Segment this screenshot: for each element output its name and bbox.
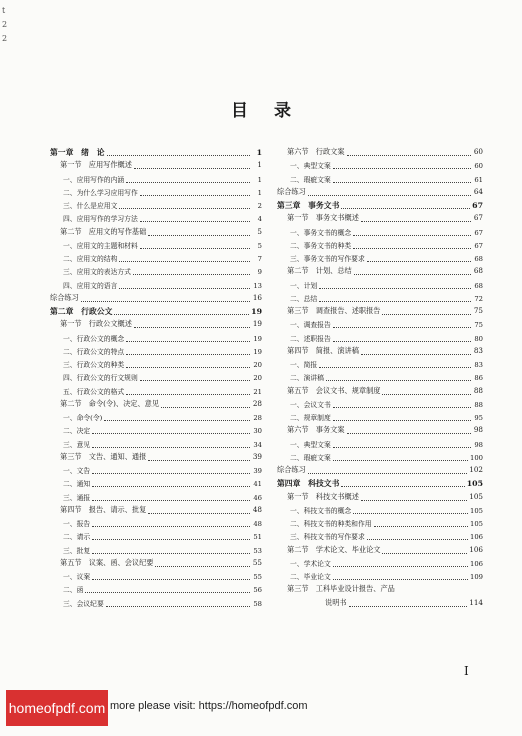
toc-item[interactable]	[50, 200, 262, 213]
toc-entry-title: 一、典型文案	[290, 162, 331, 171]
toc-page-number: 68	[474, 255, 483, 263]
toc-item[interactable]	[50, 174, 262, 187]
toc-page-number: 83	[474, 361, 483, 369]
toc-entry-title: 综合练习	[277, 186, 306, 196]
toc-page-number: 46	[253, 493, 262, 502]
toc-entry-title: 二、行政公文的特点	[63, 347, 125, 356]
toc-chapter[interactable]	[50, 306, 262, 319]
toc-section[interactable]	[50, 505, 262, 518]
toc-item[interactable]	[50, 439, 262, 452]
toc-page-number: 39	[252, 451, 262, 461]
toc-page-number: 20	[253, 374, 262, 383]
toc-page-number: 67	[472, 201, 483, 210]
toc-page-number: 109	[470, 573, 483, 581]
dot-leader	[353, 509, 468, 514]
toc-item[interactable]	[50, 425, 262, 438]
toc-right-column	[277, 147, 483, 611]
dot-leader	[148, 509, 250, 514]
dot-leader	[134, 323, 250, 328]
toc-entry-title: 第四节 报告、请示、批复	[60, 504, 147, 514]
dot-leader	[353, 231, 471, 236]
toc-section[interactable]	[277, 492, 483, 505]
toc-page-number: 80	[474, 334, 483, 343]
toc-page-number: 30	[253, 427, 262, 436]
toc-left-column	[50, 147, 262, 611]
toc-item[interactable]	[277, 333, 483, 346]
title-char: 录	[274, 101, 291, 121]
dot-leader	[382, 549, 467, 554]
toc-exercises[interactable]	[50, 293, 262, 306]
dot-leader	[119, 204, 250, 209]
dot-leader	[333, 443, 471, 448]
dot-leader	[333, 164, 471, 169]
toc-entry-title: 一、文告	[63, 467, 91, 475]
toc-section[interactable]	[50, 319, 262, 332]
toc-page-number: 1	[257, 160, 262, 170]
dot-leader	[92, 429, 250, 434]
toc-entry-title: 一、简报	[290, 361, 318, 369]
toc-entry-title: 一、学术论文	[290, 559, 331, 568]
dot-leader	[119, 257, 250, 262]
toc-item[interactable]	[50, 518, 262, 531]
toc-entry-title: 综合练习	[50, 292, 79, 302]
toc-item[interactable]	[50, 372, 262, 385]
toc-page-number: 7	[257, 255, 262, 263]
toc-page-number: 83	[473, 345, 483, 355]
toc-page-number: 20	[253, 361, 262, 369]
toc-item[interactable]	[50, 531, 262, 544]
toc-entry-title: 第四章 科技文书	[277, 479, 340, 489]
toc-page-number: 105	[466, 479, 483, 489]
toc-page-number: 55	[252, 557, 262, 567]
dot-leader	[326, 376, 471, 381]
toc-item[interactable]	[277, 452, 483, 465]
toc-page-number: 19	[251, 307, 262, 316]
toc-entry-title: 第三章 事务文书	[277, 201, 340, 210]
toc-entry-title: 第二节 计划、总结	[287, 266, 352, 276]
toc-page-number: 1	[257, 175, 262, 184]
toc-entry-title: 三、应用文的表达方式	[63, 268, 131, 277]
toc-item[interactable]	[50, 492, 262, 505]
toc-entry-title: 二、述职报告	[290, 334, 331, 343]
toc-entry-title: 一、报告	[63, 520, 91, 528]
toc-page-number: 67	[474, 241, 483, 250]
toc-entry-title: 二、瑕疵文案	[290, 175, 331, 184]
toc-page-number: 58	[253, 599, 262, 608]
toc-entry-title: 第六节 事务文案	[287, 425, 345, 435]
dot-leader	[92, 469, 250, 474]
toc-section[interactable]	[50, 227, 262, 240]
dot-leader	[341, 204, 470, 209]
toc-page-number: 9	[257, 268, 262, 277]
dot-leader	[319, 297, 471, 302]
toc-page-number: 105	[470, 520, 483, 528]
toc-entry-title: 第五节 议案、函、会议纪要	[60, 557, 154, 567]
toc-page-number: 34	[253, 440, 262, 449]
toc-section[interactable]	[50, 399, 262, 412]
toc-page-number: 72	[474, 294, 483, 303]
toc-section[interactable]	[277, 545, 483, 558]
dot-leader	[148, 456, 250, 461]
dot-leader	[92, 549, 250, 554]
dot-leader	[333, 337, 471, 342]
toc-item[interactable]	[50, 545, 262, 558]
toc-entry-title: 一、应用写作的内涵	[63, 175, 125, 184]
dot-leader	[361, 350, 471, 355]
toc-section[interactable]	[50, 558, 262, 571]
toc-item[interactable]	[50, 359, 262, 372]
dot-leader	[333, 575, 468, 580]
toc-page-number: 51	[253, 533, 262, 542]
toc-item[interactable]	[277, 240, 483, 253]
toc-page-number: 28	[253, 414, 262, 422]
toc-item[interactable]	[50, 346, 262, 359]
toc-entry-title: 一、事务文书的概念	[290, 228, 352, 237]
toc-page-number: 98	[474, 440, 483, 449]
dot-leader	[107, 151, 250, 156]
toc-page-number: 56	[253, 586, 262, 595]
dot-leader	[354, 270, 471, 275]
toc-entry-title: 第一节 应用写作概述	[60, 160, 132, 170]
toc-entry-title: 一、行政公文的概念	[63, 334, 125, 343]
toc-item[interactable]	[277, 293, 483, 306]
toc-page-number: 13	[253, 281, 262, 290]
dot-leader	[308, 469, 468, 474]
toc-section[interactable]	[277, 425, 483, 438]
toc-page-number: 19	[253, 334, 262, 343]
toc-entry-title: 第四节 简报、演讲稿	[287, 345, 359, 355]
toc-page-number: 98	[473, 425, 483, 435]
toc-page-number: 105	[470, 506, 483, 515]
dot-leader	[319, 284, 471, 289]
toc-page-number: 39	[253, 467, 262, 475]
dot-leader	[126, 337, 250, 342]
dot-leader	[85, 588, 250, 593]
toc-section[interactable]	[50, 160, 262, 173]
dot-leader	[161, 403, 250, 408]
toc-page-number: 64	[473, 186, 483, 196]
toc-entry-title: 第三节 调查报告、述职报告	[287, 306, 381, 315]
toc-section[interactable]	[277, 584, 483, 597]
toc-item[interactable]	[277, 227, 483, 240]
dot-leader	[367, 257, 471, 262]
dot-leader	[92, 522, 250, 527]
dot-leader	[140, 244, 250, 249]
toc-entry-title: 说明书	[325, 597, 347, 607]
dot-leader	[126, 350, 250, 355]
toc-entry-title: 五、行政公文的格式	[63, 387, 125, 396]
dot-leader	[92, 575, 250, 580]
toc-entry-title: 二、通知	[63, 480, 91, 489]
toc-page-number: 21	[253, 387, 262, 396]
dot-leader	[361, 496, 467, 501]
toc-entry-title: 第二节 应用文的写作基础	[60, 226, 147, 236]
toc-entry-title: 二、应用文的结构	[63, 255, 118, 263]
toc-item[interactable]	[277, 280, 483, 293]
dot-leader	[114, 310, 249, 315]
dot-leader	[333, 323, 471, 328]
toc-item[interactable]	[50, 333, 262, 346]
dot-leader	[155, 562, 250, 567]
dot-leader	[374, 522, 468, 527]
toc-entry-title: 三、通报	[63, 493, 91, 502]
toc-item[interactable]	[277, 439, 483, 452]
margin-mark: t	[2, 6, 6, 15]
page-title	[0, 96, 522, 121]
toc-entry-title: 第一节 事务文书概述	[287, 213, 359, 223]
toc-entry-title: 三、会议纪要	[63, 599, 104, 608]
toc-entry-title: 二、科技文书的种类和作用	[290, 520, 372, 528]
toc-page-number: 106	[469, 544, 483, 554]
toc-page-number: 86	[474, 374, 483, 383]
toc-page-number: 67	[473, 213, 483, 223]
toc-page-number: 88	[474, 400, 483, 409]
site-logo[interactable]: homeofpdf.com	[6, 690, 108, 726]
dot-leader	[367, 535, 468, 540]
dot-leader	[397, 589, 471, 593]
toc-entry-title: 第一节 科技文书概述	[287, 491, 359, 501]
toc-item[interactable]	[277, 253, 483, 266]
dot-leader	[349, 602, 468, 607]
dot-leader	[92, 496, 250, 501]
toc-page-number: 60	[473, 147, 483, 156]
margin-mark: 2	[2, 20, 8, 29]
toc-page-number: 106	[470, 533, 483, 542]
toc-entry-title: 第三节 文告、通知、通报	[60, 451, 147, 461]
toc-chapter[interactable]	[50, 147, 262, 160]
toc-item[interactable]	[277, 558, 483, 571]
dot-leader	[134, 164, 250, 169]
toc-item[interactable]	[50, 465, 262, 478]
toc-item[interactable]	[277, 531, 483, 544]
dot-leader	[148, 231, 250, 236]
toc-page-number: 114	[469, 597, 483, 607]
dot-leader	[126, 390, 250, 395]
toc-item[interactable]	[50, 598, 262, 611]
toc-page-number: 68	[474, 281, 483, 290]
toc-page-number: 5	[257, 241, 262, 250]
toc-item[interactable]	[50, 213, 262, 226]
toc-entry-title: 三、科技文书的写作要求	[290, 533, 365, 542]
toc-entry-title: 第二节 命令(令)、决定、意见	[60, 398, 160, 408]
toc-item[interactable]	[277, 518, 483, 531]
banner-link-text[interactable]: more please visit: https://homeofpdf.com	[110, 700, 308, 712]
toc-exercises[interactable]	[277, 465, 483, 478]
dot-leader	[333, 178, 471, 183]
toc-page-number: 48	[253, 520, 262, 528]
title-char: 目	[231, 101, 248, 121]
toc-entry-title: 三、什么是应用文	[63, 202, 118, 210]
toc-page-number: 61	[474, 175, 483, 184]
toc-entry-title: 二、瑕疵文案	[290, 453, 331, 462]
toc-entry-title: 第五节 会议文书、规章制度	[287, 385, 381, 395]
toc-item[interactable]	[50, 386, 262, 399]
toc-page-number: 105	[469, 491, 483, 501]
watermark-banner	[0, 690, 522, 736]
dot-leader	[92, 443, 250, 448]
dot-leader	[361, 217, 471, 222]
toc-entry-title: 二、事务文书的种类	[290, 241, 352, 250]
dot-leader	[333, 562, 468, 567]
toc-item[interactable]	[50, 253, 262, 266]
toc-entry-title: 二、为什么学习应用写作	[63, 188, 138, 197]
toc-chapter[interactable]	[277, 478, 483, 491]
margin-marks	[2, 4, 7, 46]
toc-page-number: 5	[257, 226, 262, 236]
dot-leader	[140, 217, 250, 222]
toc-page-number: 55	[253, 573, 262, 581]
dot-leader	[104, 416, 250, 421]
toc-page-number: 1	[257, 188, 262, 197]
dot-leader	[126, 363, 250, 368]
toc-item[interactable]	[277, 505, 483, 518]
toc-entry-title: 综合练习	[277, 465, 306, 474]
toc-entry-title: 一、应用文的主题和材料	[63, 241, 138, 250]
toc-page-number: 4	[257, 215, 262, 224]
dot-leader	[126, 178, 250, 183]
toc-section-continued[interactable]	[277, 598, 483, 611]
toc-entry-title: 二、规章制度	[290, 414, 331, 422]
toc-entry-title: 四、应用文的语言	[63, 281, 118, 290]
dot-leader	[347, 151, 471, 156]
toc-entry-title: 四、行政公文的行文规则	[63, 374, 138, 383]
toc-page-number: 75	[473, 306, 483, 315]
toc-entry-title: 三、事务文书的写作要求	[290, 255, 365, 263]
toc-item[interactable]	[277, 319, 483, 332]
dot-leader	[140, 191, 250, 196]
toc-exercises[interactable]	[277, 187, 483, 200]
toc-entry-title: 二、决定	[63, 427, 91, 436]
toc-page-number: 2	[257, 202, 262, 210]
toc-page-number: 67	[474, 228, 483, 237]
dot-leader	[341, 482, 464, 487]
toc-page-number: 106	[470, 559, 483, 568]
toc-entry-title: 一、议案	[63, 573, 91, 581]
toc-item[interactable]	[277, 372, 483, 385]
toc-item[interactable]	[50, 280, 262, 293]
toc-section[interactable]	[277, 266, 483, 279]
toc-page-number: 88	[473, 385, 483, 395]
toc-section[interactable]	[277, 147, 483, 160]
toc-item[interactable]	[50, 240, 262, 253]
toc-entry-title: 第二章 行政公文	[50, 307, 113, 316]
toc-section[interactable]	[50, 452, 262, 465]
toc-item[interactable]	[277, 174, 483, 187]
toc-item[interactable]	[277, 359, 483, 372]
toc-page-number: 48	[252, 504, 262, 514]
toc-page-number: 95	[474, 414, 483, 422]
dot-leader	[319, 363, 471, 368]
dot-leader	[119, 284, 250, 289]
toc-entry-title: 二、演讲稿	[290, 374, 324, 383]
toc-section[interactable]	[277, 306, 483, 319]
toc-entry-title: 三、批复	[63, 546, 91, 555]
toc-section[interactable]	[277, 346, 483, 359]
toc-item[interactable]	[50, 266, 262, 279]
dot-leader	[92, 482, 250, 487]
toc-page-number: 53	[253, 546, 262, 555]
toc-entry-title: 二、函	[63, 586, 84, 595]
toc-page-number: 75	[474, 321, 483, 330]
toc-page-number: 1	[256, 148, 262, 157]
page-number: I	[464, 664, 469, 678]
dot-leader	[382, 310, 471, 315]
toc-entry-title: 一、典型文案	[290, 440, 331, 449]
dot-leader	[81, 297, 250, 302]
toc-section[interactable]	[277, 386, 483, 399]
dot-leader	[106, 602, 250, 607]
toc-entry-title: 第一章 绪 论	[50, 148, 105, 157]
toc-page-number: 68	[473, 266, 483, 276]
toc-page-number: 19	[253, 347, 262, 356]
toc-item[interactable]	[277, 571, 483, 584]
toc-page-number: 60	[474, 162, 483, 171]
dot-leader	[133, 270, 250, 275]
toc-entry-title: 四、应用写作的学习方法	[63, 215, 138, 224]
dot-leader	[353, 244, 471, 249]
toc-entry-title: 二、请示	[63, 533, 91, 542]
dot-leader	[140, 376, 250, 381]
toc-entry-title: 一、命令(令)	[63, 414, 103, 422]
toc-page-number: 41	[253, 480, 262, 489]
toc-entry-title: 第一节 行政公文概述	[60, 319, 132, 329]
toc-item[interactable]	[277, 412, 483, 425]
toc-chapter[interactable]	[277, 200, 483, 213]
toc-section[interactable]	[277, 213, 483, 226]
margin-mark: 2	[2, 34, 8, 43]
toc-entry-title: 三、意见	[63, 440, 91, 449]
dot-leader	[92, 535, 250, 540]
toc-entry-title: 第六节 行政文案	[287, 147, 345, 156]
toc-entry-title: 第二节 学术论文、毕业论文	[287, 544, 381, 554]
toc-item[interactable]	[50, 584, 262, 597]
dot-leader	[333, 416, 471, 421]
toc-item[interactable]	[277, 160, 483, 173]
toc-item[interactable]	[277, 399, 483, 412]
dot-leader	[333, 456, 468, 461]
toc-entry-title: 一、调查报告	[290, 321, 331, 330]
dot-leader	[333, 403, 471, 408]
toc-entry-title: 一、计划	[290, 281, 318, 290]
toc-page-number: 102	[469, 465, 483, 474]
toc-item[interactable]	[50, 478, 262, 491]
toc-page-number: 100	[470, 453, 483, 462]
toc-entry-title: 第三节 工科毕业设计报告、产品	[287, 584, 395, 594]
dot-leader	[382, 390, 471, 395]
dot-leader	[308, 191, 471, 196]
toc-entry-title: 二、总结	[290, 294, 318, 303]
toc-page-number: 28	[252, 398, 262, 408]
toc-page-number: 19	[252, 319, 262, 329]
toc-item[interactable]	[50, 412, 262, 425]
toc-page-number: 16	[252, 292, 262, 302]
dot-leader	[347, 429, 471, 434]
toc-entry-title: 一、科技文书的概念	[290, 506, 352, 515]
toc-entry-title: 三、行政公文的种类	[63, 361, 125, 369]
toc-entry-title: 一、会议文书	[290, 400, 331, 409]
toc-item[interactable]	[50, 571, 262, 584]
toc-entry-title: 二、毕业论文	[290, 573, 331, 581]
toc-item[interactable]	[50, 187, 262, 200]
